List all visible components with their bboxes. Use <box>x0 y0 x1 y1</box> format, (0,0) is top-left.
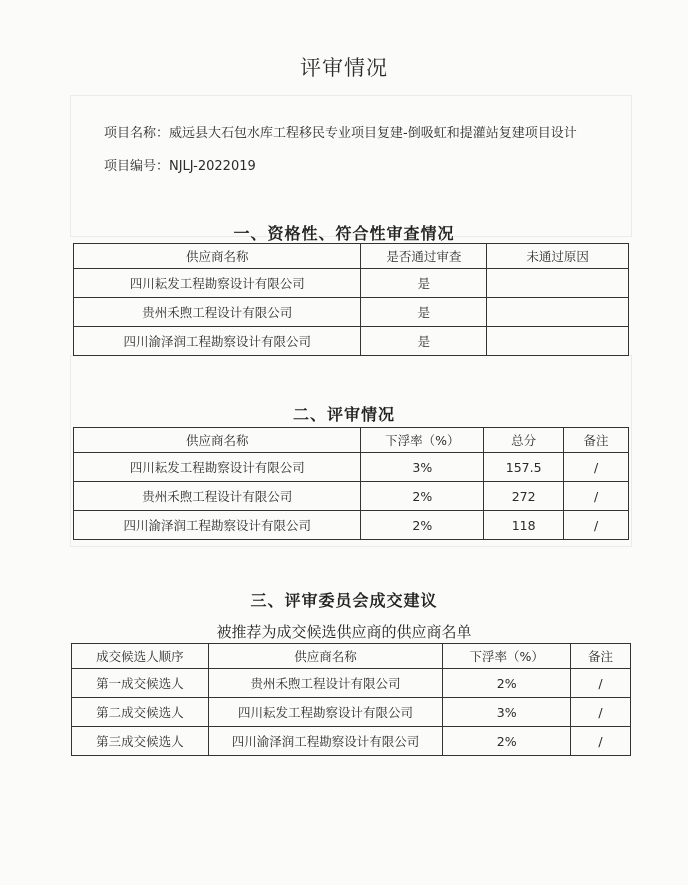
supplier-cell: 贵州禾煦工程设计有限公司 <box>74 298 361 327</box>
score-cell: 272 <box>484 482 564 511</box>
table-header-row <box>72 644 631 669</box>
section-2-heading: 二、评审情况 <box>292 405 395 424</box>
rank-cell: 第二成交候选人 <box>72 698 209 727</box>
header-cell: 成交候选人顺序 <box>72 644 209 669</box>
table-header-row <box>74 428 629 453</box>
reason-cell <box>487 298 629 327</box>
remark-cell: / <box>571 698 631 727</box>
remark-cell: / <box>571 727 631 756</box>
rank-cell: 第一成交候选人 <box>72 669 209 698</box>
table-row <box>74 298 629 327</box>
table-row <box>72 669 631 698</box>
discount-cell: 2% <box>361 482 484 511</box>
discount-cell: 2% <box>361 511 484 540</box>
table-row <box>74 511 629 540</box>
recommendation-table <box>71 643 631 756</box>
header-cell: 下浮率（%） <box>361 428 484 453</box>
discount-cell: 3% <box>361 453 484 482</box>
discount-cell: 2% <box>443 727 571 756</box>
project-name: 项目名称：威远县大石包水库工程移民专业项目复建-倒吸虹和提灌站复建项目设计 <box>104 126 577 141</box>
supplier-cell: 四川渝泽润工程勘察设计有限公司 <box>208 727 443 756</box>
section-3-heading: 三、评审委员会成交建议 <box>250 591 438 610</box>
supplier-cell: 贵州禾煦工程设计有限公司 <box>74 482 361 511</box>
supplier-cell: 四川渝泽润工程勘察设计有限公司 <box>74 511 361 540</box>
table-row <box>74 482 629 511</box>
header-cell: 供应商名称 <box>208 644 443 669</box>
header-cell: 是否通过审查 <box>361 244 487 269</box>
remark-cell: / <box>571 669 631 698</box>
evaluation-table <box>73 427 629 540</box>
remark-cell: / <box>564 511 629 540</box>
discount-cell: 2% <box>443 669 571 698</box>
table-row <box>74 327 629 356</box>
project-number: 项目编号：NJLJ-2022019 <box>104 159 256 174</box>
header-cell: 供应商名称 <box>74 428 361 453</box>
passed-cell: 是 <box>361 327 487 356</box>
table-row <box>72 698 631 727</box>
qualification-table <box>73 243 629 356</box>
remark-cell: / <box>564 453 629 482</box>
header-cell: 备注 <box>571 644 631 669</box>
header-cell: 供应商名称 <box>74 244 361 269</box>
score-cell: 118 <box>484 511 564 540</box>
score-cell: 157.5 <box>484 453 564 482</box>
supplier-cell: 四川耘发工程勘察设计有限公司 <box>74 453 361 482</box>
header-cell: 下浮率（%） <box>443 644 571 669</box>
passed-cell: 是 <box>361 269 487 298</box>
table-row <box>74 453 629 482</box>
supplier-cell: 贵州禾煦工程设计有限公司 <box>208 669 443 698</box>
table-row <box>72 727 631 756</box>
section-1-heading: 一、资格性、符合性审查情况 <box>233 224 455 243</box>
remark-cell: / <box>564 482 629 511</box>
header-cell: 备注 <box>564 428 629 453</box>
table-row <box>74 269 629 298</box>
supplier-cell: 四川耘发工程勘察设计有限公司 <box>74 269 361 298</box>
discount-cell: 3% <box>443 698 571 727</box>
rank-cell: 第三成交候选人 <box>72 727 209 756</box>
recommended-list-title: 被推荐为成交候选供应商的供应商名单 <box>216 623 472 641</box>
supplier-cell: 四川渝泽润工程勘察设计有限公司 <box>74 327 361 356</box>
supplier-cell: 四川耘发工程勘察设计有限公司 <box>208 698 443 727</box>
reason-cell <box>487 269 629 298</box>
table-header-row <box>74 244 629 269</box>
passed-cell: 是 <box>361 298 487 327</box>
header-cell: 总分 <box>484 428 564 453</box>
reason-cell <box>487 327 629 356</box>
header-cell: 未通过原因 <box>487 244 629 269</box>
page-title: 评审情况 <box>300 56 388 80</box>
